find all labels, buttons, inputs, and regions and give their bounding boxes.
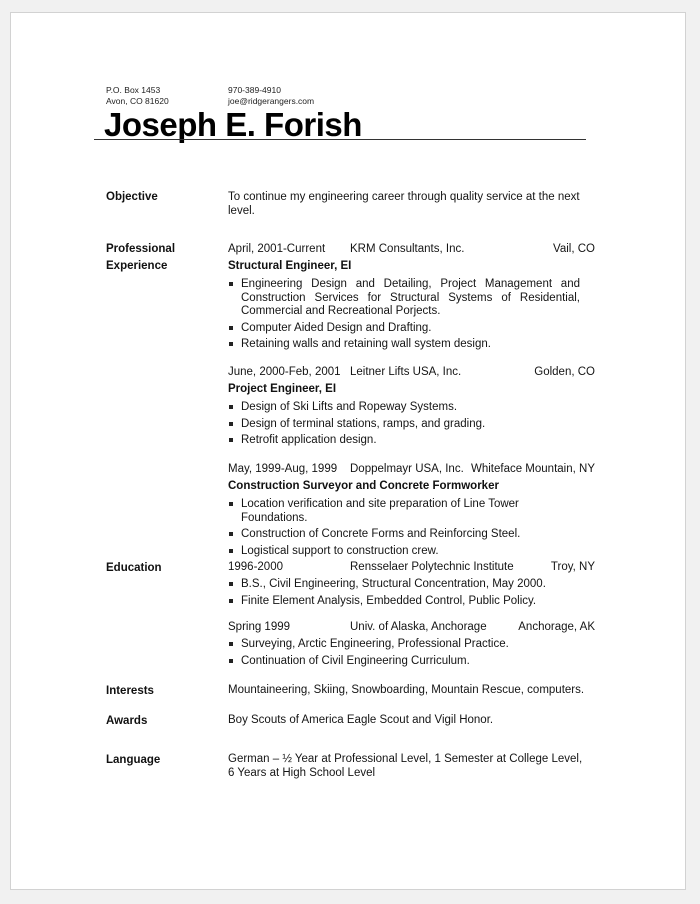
phone-number: 970-389-4910: [228, 85, 281, 95]
job-3-dates: May, 1999-Aug, 1999: [228, 463, 338, 475]
language-line-1: German – ½ Year at Professional Level, 1 Semester at College Level,: [228, 753, 583, 765]
phone-email-block: [228, 85, 314, 107]
job-1-bullet-1: Engineering Design and Detailing, Project Management and Construction Services for Structural Systems of Residential, Commercial and Recreational Porjects.: [228, 278, 580, 319]
edu-1-bullets: [228, 578, 588, 608]
job-1-bullet-2: Computer Aided Design and Drafting.: [228, 322, 580, 336]
job-2-location: Golden, CO: [534, 366, 595, 378]
job-1-dates: April, 2001-Current: [228, 243, 326, 255]
job-1-bullet-3: Retaining walls and retaining wall system design.: [228, 338, 580, 352]
interests-label: Interests: [106, 685, 154, 697]
experience-label-line-1: Professional: [106, 243, 176, 255]
job-1-company: KRM Consultants, Inc.: [350, 243, 465, 255]
objective-line-1: To continue my engineering career through quality service at the next: [228, 191, 580, 203]
edu-1-bullet-2: Finite Element Analysis, Embedded Control, Public Policy.: [228, 595, 588, 609]
job-1-bullets: [228, 278, 580, 352]
job-3-bullet-1: Location verification and site preparation of Line Tower Foundations.: [228, 498, 588, 525]
objective-text: [228, 191, 580, 218]
edu-1-bullet-1: B.S., Civil Engineering, Structural Concentration, May 2000.: [228, 578, 588, 592]
job-3-bullet-3: Logistical support to construction crew.: [228, 545, 588, 559]
experience-label: [106, 241, 175, 275]
job-3-bullet-2: Construction of Concrete Forms and Reinforcing Steel.: [228, 528, 588, 542]
edu-2-school: Univ. of Alaska, Anchorage: [350, 621, 487, 633]
edu-2-location: Anchorage, AK: [518, 621, 595, 633]
edu-1-dates: 1996-2000: [228, 561, 283, 573]
edu-1-location: Troy, NY: [550, 561, 595, 573]
candidate-name: Joseph E. Forish: [104, 106, 362, 143]
edu-2-bullet-2: Continuation of Civil Engineering Curriculum.: [228, 655, 588, 669]
job-1-location: Vail, CO: [553, 243, 595, 255]
address-block: [106, 85, 169, 107]
header-divider: [94, 139, 586, 140]
job-1-title: Structural Engineer, EI: [228, 260, 352, 272]
education-label: Education: [106, 562, 162, 574]
interests-text: Mountaineering, Skiing, Snowboarding, Mountain Rescue, computers.: [228, 684, 585, 696]
address-line-1: P.O. Box 1453: [106, 85, 161, 95]
edu-1-school: Rensselaer Polytechnic Institute: [350, 561, 514, 573]
language-label: Language: [106, 754, 161, 766]
email-address: joe@ridgerangers.com: [228, 96, 315, 106]
job-2-company: Leitner Lifts USA, Inc.: [350, 366, 462, 378]
job-3-company: Doppelmayr USA, Inc.: [350, 463, 464, 475]
experience-label-line-2: Experience: [106, 260, 168, 272]
job-2-bullet-1: Design of Ski Lifts and Ropeway Systems.: [228, 401, 580, 415]
job-2-bullet-3: Retrofit application design.: [228, 434, 580, 448]
edu-2-bullet-1: Surveying, Arctic Engineering, Professional Practice.: [228, 638, 588, 652]
job-2-bullets: [228, 401, 580, 448]
job-2-title: Project Engineer, EI: [228, 383, 337, 395]
job-2-dates: June, 2000-Feb, 2001: [228, 366, 341, 378]
objective-label: Objective: [106, 191, 158, 203]
edu-2-bullets: [228, 638, 588, 668]
job-3-bullets: [228, 498, 588, 558]
address-line-2: Avon, CO 81620: [106, 96, 169, 106]
job-3-location: Whiteface Mountain, NY: [470, 463, 595, 475]
awards-label: Awards: [106, 715, 148, 727]
job-2-bullet-2: Design of terminal stations, ramps, and grading.: [228, 418, 580, 432]
edu-2-dates: Spring 1999: [228, 621, 291, 633]
language-line-2: 6 Years at High School Level: [228, 766, 376, 779]
objective-line-2: level.: [228, 204, 255, 217]
language-text: [228, 753, 582, 780]
job-3-title: Construction Surveyor and Concrete Formworker: [228, 480, 499, 492]
awards-text: Boy Scouts of America Eagle Scout and Vigil Honor.: [228, 714, 494, 726]
